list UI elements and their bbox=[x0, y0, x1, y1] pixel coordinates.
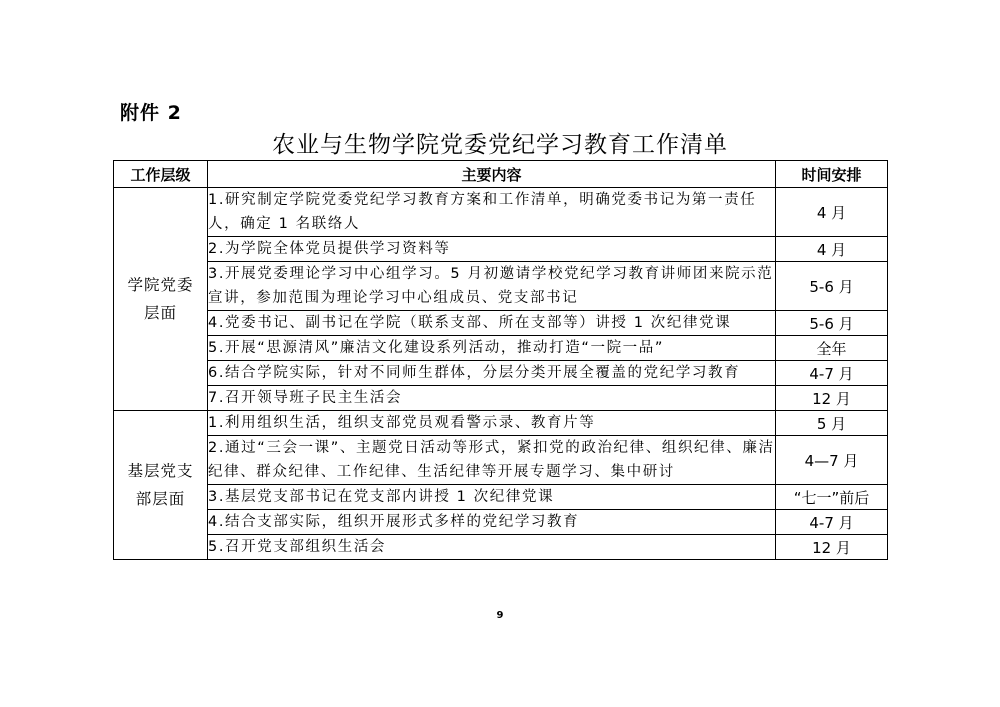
content-cell: 6.结合学院实际，针对不同师生群体，分层分类开展全覆盖的党纪学习教育 bbox=[208, 361, 776, 386]
level-label-line1: 学院党委 bbox=[127, 276, 194, 294]
table-row bbox=[114, 535, 888, 560]
header-content: 主要内容 bbox=[208, 161, 776, 188]
time-cell: 12 月 bbox=[776, 386, 888, 411]
table-row bbox=[114, 361, 888, 386]
table-row bbox=[114, 188, 888, 237]
table-row bbox=[114, 386, 888, 411]
content-cell: 2.为学院全体党员提供学习资料等 bbox=[208, 237, 776, 262]
table-row bbox=[114, 411, 888, 436]
time-cell: 4 月 bbox=[776, 188, 888, 237]
header-level: 工作层级 bbox=[114, 161, 208, 188]
level-label-line1: 基层党支 bbox=[127, 462, 194, 480]
content-cell: 1.研究制定学院党委党纪学习教育方案和工作清单，明确党委书记为第一责任人，确定 1 名联络人 bbox=[208, 188, 776, 237]
time-cell: 4 月 bbox=[776, 237, 888, 262]
content-cell: 1.利用组织生活，组织支部党员观看警示录、教育片等 bbox=[208, 411, 776, 436]
time-cell: 全年 bbox=[776, 336, 888, 361]
content-cell: 5.开展“思源清风”廉洁文化建设系列活动，推动打造“一院一品” bbox=[208, 336, 776, 361]
table-row bbox=[114, 237, 888, 262]
time-cell: “七一”前后 bbox=[776, 485, 888, 510]
content-cell: 3.开展党委理论学习中心组学习。5 月初邀请学校党纪学习教育讲师团来院示范宣讲，参加范围为理论学习中心组成员、党支部书记 bbox=[208, 262, 776, 311]
level-cell-branch bbox=[114, 411, 208, 560]
table-row bbox=[114, 311, 888, 336]
page-number: 9 bbox=[496, 610, 504, 621]
work-list-table bbox=[113, 160, 888, 560]
level-label-line2: 部层面 bbox=[135, 490, 186, 508]
table-row bbox=[114, 510, 888, 535]
table-header-row bbox=[114, 161, 888, 188]
content-cell: 4.结合支部实际，组织开展形式多样的党纪学习教育 bbox=[208, 510, 776, 535]
time-cell: 5-6 月 bbox=[776, 311, 888, 336]
header-time: 时间安排 bbox=[776, 161, 888, 188]
content-cell: 3.基层党支部书记在党支部内讲授 1 次纪律党课 bbox=[208, 485, 776, 510]
table-row bbox=[114, 485, 888, 510]
time-cell: 4-7 月 bbox=[776, 361, 888, 386]
content-cell: 4.党委书记、副书记在学院（联系支部、所在支部等）讲授 1 次纪律党课 bbox=[208, 311, 776, 336]
table-row bbox=[114, 436, 888, 485]
time-cell: 5 月 bbox=[776, 411, 888, 436]
time-cell: 4—7 月 bbox=[776, 436, 888, 485]
time-cell: 12 月 bbox=[776, 535, 888, 560]
level-label-line2: 层面 bbox=[143, 304, 177, 322]
level-cell-college bbox=[114, 188, 208, 411]
attachment-label: 附件 2 bbox=[120, 102, 182, 124]
content-cell: 5.召开党支部组织生活会 bbox=[208, 535, 776, 560]
document-title: 农业与生物学院党委党纪学习教育工作清单 bbox=[272, 132, 728, 158]
time-cell: 4-7 月 bbox=[776, 510, 888, 535]
content-cell: 7.召开领导班子民主生活会 bbox=[208, 386, 776, 411]
time-cell: 5-6 月 bbox=[776, 262, 888, 311]
table-row bbox=[114, 262, 888, 311]
table-row bbox=[114, 336, 888, 361]
content-cell: 2.通过“三会一课”、主题党日活动等形式，紧扣党的政治纪律、组织纪律、廉洁纪律、群众纪律、工作纪律、生活纪律等开展专题学习、集中研讨 bbox=[208, 436, 776, 485]
